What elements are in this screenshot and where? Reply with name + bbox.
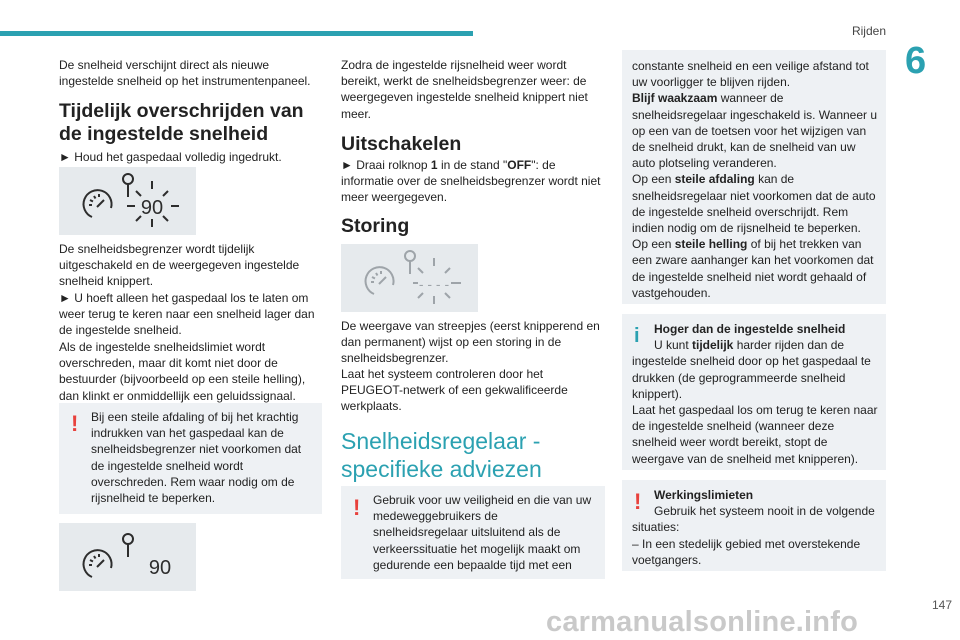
- note1-bold-b: Blijf waakzaam: [632, 91, 718, 106]
- info-icon: i: [634, 325, 640, 347]
- col2-warning-text: Gebruik voor uw veiligheid en die van uw medeweggebruikers de snelheidsregelaar uitsluitend als de verkeerssituatie het mogelijk maakt om gedurende een bepaalde tijd met een: [373, 493, 592, 572]
- heading-storing: Storing: [341, 215, 410, 237]
- col1-para2: Als de ingestelde snelheidslimiet wordt overschreden, maar dit komt niet door de bestuurder (bijvoorbeeld op een steile helling), dan klinkt er onmiddellijk een geluidssignaal.: [59, 340, 306, 403]
- col1-para1: De snelheidsbegrenzer wordt tijdelijk uitgeschakeld en de weergegeven ingestelde snelheid knippert.: [59, 242, 300, 289]
- heading-uitschakelen: Uitschakelen: [341, 133, 462, 155]
- note1-pre-c: Op een: [632, 172, 675, 187]
- warn-line-a: Gebruik het systeem nooit in de volgende situaties:: [632, 504, 875, 535]
- col1-intro: De snelheid verschijnt direct als nieuwe ingestelde snelheid op het instrumentenpaneel.: [59, 58, 311, 89]
- limiter-fault-display-image: [341, 244, 478, 312]
- limiter-steady-display-image: [59, 523, 196, 591]
- knob-number: 1: [430, 158, 438, 172]
- heading-snelheidsregelaar: Snelheidsregelaar - specifieke adviezen: [341, 428, 542, 482]
- off-label: OFF: [507, 158, 532, 172]
- info-title: Hoger dan de ingestelde snelheid: [654, 322, 846, 336]
- info-line-a: harder rijden dan de ingestelde snelheid door op het gaspedaal te drukken (de geprogrammeerde snelheid knippert).: [632, 338, 871, 401]
- col1-step1: ► Houd het gaspedaal volledig ingedrukt.: [59, 150, 282, 164]
- limiter-flashing-display-image: [59, 167, 196, 235]
- limiter-speed-value-steady: 90: [148, 557, 172, 579]
- warning-icon: !: [71, 411, 79, 436]
- limiter-speed-value: 90: [140, 197, 164, 219]
- col2-intro: Zodra de ingestelde rijsnelheid weer wordt bereikt, werkt de snelheidsbegrenzer weer: de weergegeven ingestelde snelheid knippert niet meer.: [341, 58, 588, 121]
- info-bold-a: tijdelijk: [692, 338, 734, 353]
- col1-warning-text: Bij een steile afdaling of bij het krachtig indrukken van het gaspedaal kan de snelheidsbegrenzer niet voorkomen dat de ingestelde snelheid wordt overschreden. Rem waar nodig om de rijsnelheid te beperken.: [91, 410, 302, 506]
- note1-pre-d: Op een: [632, 237, 675, 252]
- col3-warn-text: [622, 487, 886, 568]
- warning-icon: !: [353, 495, 361, 520]
- col1-warning-note: [59, 403, 322, 514]
- col3-note1-text: [622, 58, 886, 301]
- col3-warning-note: [622, 480, 886, 571]
- step-text-suffix: ": de informatie over de snelheidsbegrenzer wordt niet meer weergegeven.: [341, 158, 601, 205]
- watermark-text: carmanualsonline.info: [546, 606, 858, 638]
- col3-info-note: [622, 314, 886, 470]
- warning-icon: !: [634, 489, 642, 514]
- note1-line-c: kan de snelheidsregelaar niet voorkomen dat de auto de ingestelde snelheid overschrijdt. Rem indien nodig om de rijsnelheid te beperken.: [632, 172, 876, 236]
- col1-step2: ► U hoeft alleen het gaspedaal los te laten om weer terug te keren naar een snelheid lager dan de ingestelde snelheid.: [59, 291, 315, 338]
- info-pre-a: U kunt: [654, 338, 693, 353]
- note1-line-d: of bij het trekken van een zware aanhanger kan het voorkomen dat de ingestelde snelheid niet wordt gehaald of vastgehouden.: [632, 237, 874, 300]
- header-accent-bar: [0, 31, 473, 36]
- col3-info-text: [622, 321, 886, 467]
- col2-warning-note: [341, 486, 605, 579]
- speed-limiter-icon: [59, 523, 196, 591]
- limiter-fault-dashes: - - - -: [418, 276, 450, 292]
- chapter-number: 6: [905, 40, 927, 82]
- note1-bold-c: steile afdaling: [674, 172, 755, 187]
- col2-para: De weergave van streepjes (eerst knipperend en dan permanent) wijst op een storing in de snelheidsbegrenzer.: [341, 319, 600, 366]
- speed-limiter-fault-icon: [341, 244, 478, 312]
- col1-heading: Tijdelijk overschrijden van de ingestelde snelheid: [59, 100, 304, 145]
- col2-step: [341, 157, 605, 206]
- note1-line-a: constante snelheid en een veilige afstand tot uw voorligger te blijven rijden.: [632, 59, 869, 90]
- col2-para2: Laat het systeem controleren door het PEUGEOT-netwerk of een gekwalificeerde werkplaats.: [341, 367, 568, 414]
- warn-title: Werkingslimieten: [654, 488, 754, 502]
- info-line-b: Laat het gaspedaal los om terug te keren naar de ingestelde snelheid (wanneer deze snelheid weer wordt bereikt, stopt de weergave van de snelheid met knipperen).: [632, 403, 878, 466]
- warn-line-b: – In een stedelijk gebied met overstekende voetgangers.: [632, 536, 861, 567]
- section-title: Rijden: [851, 24, 886, 38]
- step-text-mid: in de stand ": [437, 158, 508, 172]
- speed-limiter-flashing-icon: [59, 167, 196, 235]
- page-number: 147: [931, 598, 952, 612]
- note1-line-b: wanneer de snelheidsregelaar ingeschakeld is. Wanneer u op een van de toetsen voor het wijzigen van de snelheid drukt, kan de snelheid van uw auto plotseling veranderen.: [632, 91, 878, 171]
- col3-warning-continued: [622, 50, 886, 304]
- note1-bold-d: steile helling: [674, 237, 748, 252]
- step-text-prefix: ► Draai rolknop: [341, 158, 431, 172]
